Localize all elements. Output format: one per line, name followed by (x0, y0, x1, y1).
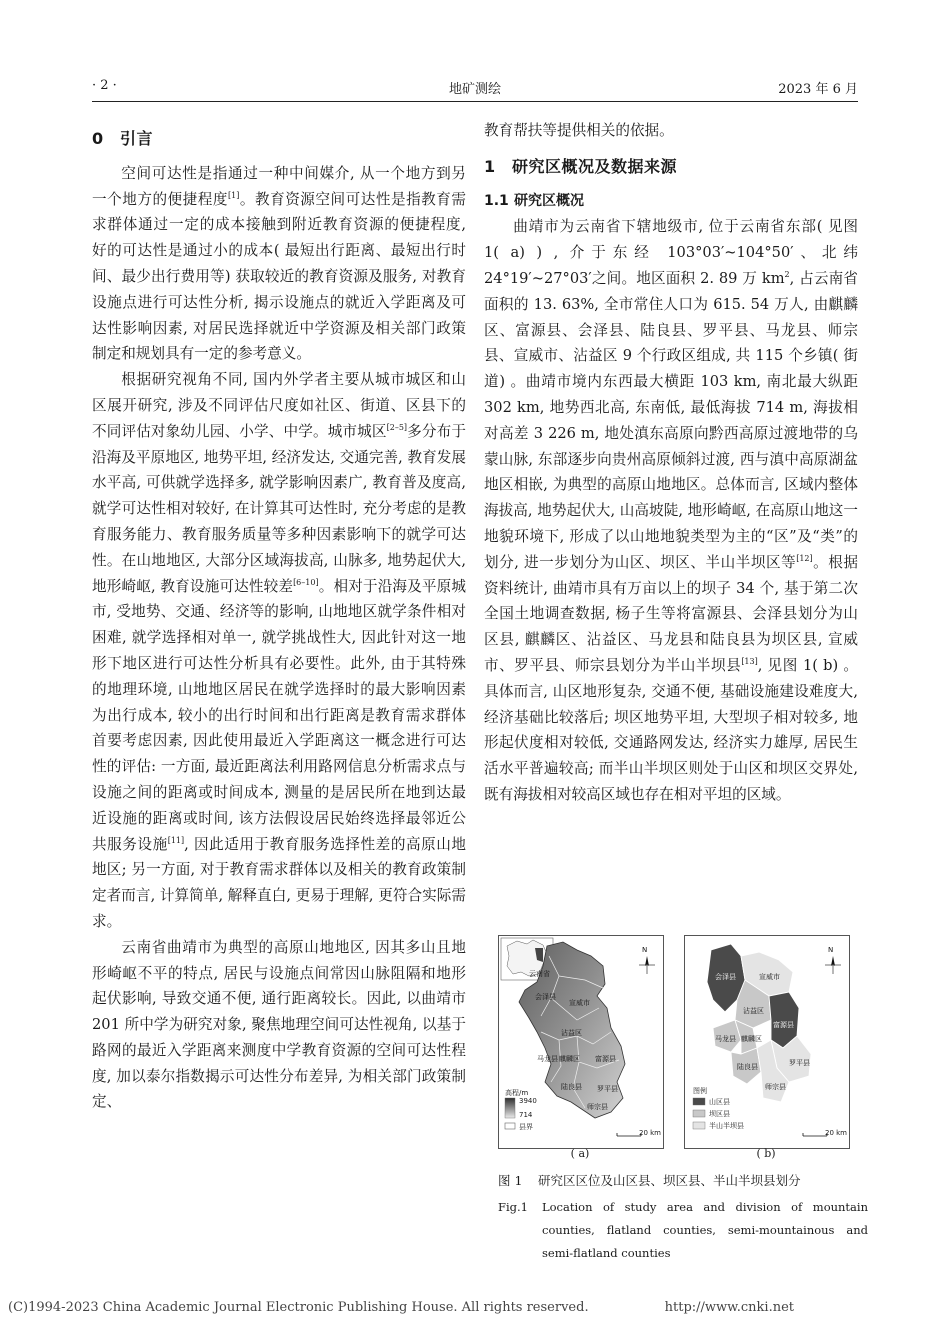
text-run: 空间可达性是指通过一种中间媒介, 从一个地方到另一个地方的便捷程度 (92, 164, 466, 208)
county-label: 沾益区 (743, 1007, 764, 1015)
map-panel-b (684, 935, 850, 1149)
county-label: 陆良县 (561, 1083, 582, 1091)
text-run: , 见图 1( b) 。具体而言, 山区地形复杂, 交通不便, 基础设施建设难度大, 经济基础比较落后; 坝区地势平坦, 大型坝子相对较多, 地形起伏度相对较低, 交通路网发达, 经济实力雄厚, 居民生活水平普遍较高; 而半山半坝区则处于山区和坝区交界处, 既有海拔相对较高区域也存在相对平坦的区域。 (484, 656, 858, 803)
text-run: 。根据资料统计, 曲靖市具有万亩以上的坝子 34 个, 基于第二次全国土地调查数据, 杨子生等将富源县、会泽县划分为山区县, 麒麟区、沾益区、马龙县和陆良县为坝区县, 宣威市、罗平县、师宗县划分为半山半坝县 (484, 553, 858, 674)
legend-title: 高程/m (505, 1089, 529, 1097)
legend-item: 半山半坝县 (709, 1122, 744, 1130)
study-area-paragraph (484, 214, 858, 807)
scale-label: 20 km (639, 1129, 662, 1137)
county-label: 师宗县 (765, 1083, 786, 1091)
county-label: 宣威市 (569, 999, 590, 1007)
citation[interactable]: [13] (741, 656, 758, 666)
citation[interactable]: [1] (228, 190, 240, 200)
text-run: , 占云南省面积的 13. 63%, 全市常住人口为 615. 54 万人, 由麒麟区、富源县、会泽县、陆良县、罗平县、马龙县、师宗县、宣威市、沾益区 9 个行政区组成, 共 115 个乡镇( 街道) 。曲靖市境内东西最大横距 103 km, 南北最大纵距 302 km, 地势西北高, 东南低, 最低海拔 714 m, 海拔相对高差 3 226 m, 地处滇东高原向黔西高原过渡地带的乌蒙山脉, 东部逐步向贵州高原倾斜过渡, 西与滇中高原湖盆地区相嵌, 为典型的高原山地地区。总体而言, 区域内整体海拔高, 地势起伏大, 山高坡陡, 地形崎岖, 在高原山地这一地貌环境下, 形成了以山地地貌类型为主的“区”及“类”的划分, 进一步划分为山区、坝区、半山半坝区等 (484, 269, 858, 571)
copyright-notice: (C)1994-2023 China Academic Journal Electronic Publishing House. All rights reserved. (8, 1300, 589, 1315)
subsection-1-1-heading (484, 189, 858, 215)
text-run: 曲靖市为云南省下辖地级市, 位于云南省东部( 见图 1( a) ) , 介于东经 103°03′~104°50′、北纬 24°19′~27°03′之间。地区面积 2. 89 万 km (484, 218, 858, 287)
county-regions (707, 944, 811, 1102)
citation[interactable]: [2–5] (386, 422, 408, 432)
text-run: 。教育资源空间可达性是指教育需求群体通过一定的成本接触到附近教育资源的便捷程度, 好的可达性是通过小的成本( 最短出行距离、最短出行时间、最少出行费用等) 获取较近的教育资源及服务, 对教育设施点进行可达性分析, 揭示设施点的就近入学距离及可达性影响因素, 对居民选择就近中学资源及相关部门政策制定和规划具有一定的参考意义。 (92, 190, 466, 363)
intro-paragraph-3-continued: 教育帮扶等提供相关的依据。 (484, 122, 674, 139)
north-arrow (825, 956, 841, 974)
intro-paragraph-3: 云南省曲靖市为典型的高原山地地区, 因其多山且地形崎岖不平的特点, 居民与设施点间常因山脉阻隔和地形起伏影响, 导致交通不便, 通行距离较长。因此, 以曲靖市 201 所中学为研究对象, 聚焦地理空间可达性视角, 以基于路网的最近入学距离来测度中学教育资源的空间可达性程度, 加以泰尔指数揭示可达性分布差异, 为相关部门政策制定、 (92, 938, 466, 1111)
division-legend (693, 1098, 705, 1129)
journal-name: 地矿测绘 (448, 82, 501, 97)
legend-high: 3940 (519, 1097, 537, 1105)
county-label: 富源县 (773, 1021, 794, 1029)
county-label: 会泽县 (715, 973, 736, 981)
county-label: 师宗县 (587, 1103, 608, 1111)
intro-paragraph-1 (92, 161, 466, 367)
map-panel-a (498, 935, 664, 1149)
caption-en-label: Fig.1 (498, 1200, 528, 1214)
cnki-link[interactable]: http://www.cnki.net (664, 1300, 794, 1315)
intro-paragraph-2 (92, 367, 466, 935)
caption-en-text: Location of study area and division of mountain counties, flatland counties, semi-mountainous and semi-flatland counties (542, 1200, 868, 1260)
figure-1 (498, 935, 858, 1161)
section-1-heading (484, 154, 858, 180)
issue-date: 2023 年 6 月 (778, 82, 858, 97)
county-label: 富源县 (595, 1055, 616, 1063)
section-1-number: 1 (484, 156, 496, 176)
north-label: N (642, 946, 648, 954)
caption-zh-label: 图 1 (498, 1173, 523, 1188)
page-number: · 2 · (92, 78, 117, 93)
legend-title: 图例 (693, 1087, 707, 1095)
county-label: 沾益区 (561, 1029, 582, 1037)
header-rule (92, 101, 858, 102)
subsection-title: 研究区概况 (514, 192, 584, 209)
scale-label: 20 km (825, 1129, 848, 1137)
section-0-heading (92, 126, 466, 152)
county-label: 马龙县 (715, 1035, 736, 1043)
legend-border: 县界 (519, 1123, 533, 1131)
subsection-number: 1.1 (484, 192, 509, 209)
section-0-number: 0 (92, 129, 104, 148)
citation[interactable]: [6–10] (293, 577, 319, 587)
scale-bar (617, 1133, 641, 1136)
county-label: 麒麟区 (559, 1055, 580, 1063)
county-label: 罗平县 (597, 1085, 618, 1093)
caption-zh-text: 研究区区位及山区县、坝区县、半山半坝县划分 (538, 1173, 801, 1188)
scale-bar (803, 1133, 827, 1136)
section-0-title: 引言 (120, 129, 154, 148)
panel-b-label: ( b) (756, 1147, 776, 1160)
panel-a-label: ( a) (570, 1147, 590, 1160)
county-label: 陆良县 (737, 1063, 758, 1071)
figure-caption-zh (498, 1171, 858, 1189)
text-run: , 因此适用于教育服务选择性差的高原山地地区; 另一方面, 对于教育需求群体以及相关的教育政策制定者而言, 计算简单, 解释直白, 更易于理解, 更符合实际需求。 (92, 835, 466, 930)
county-label: 会泽县 (535, 993, 556, 1001)
page-header (92, 78, 858, 100)
citation[interactable]: [12] (796, 553, 813, 563)
county-label: 麒麟区 (741, 1035, 762, 1043)
left-column (92, 118, 466, 1115)
legend-item: 山区县 (709, 1098, 730, 1106)
text-run: 根据研究视角不同, 国内外学者主要从城市城区和山区展开研究, 涉及不同评估尺度如社区、街道、区县下的不同评估对象幼儿园、小学、中学。城市城区 (92, 371, 466, 440)
county-label: 罗平县 (789, 1059, 810, 1067)
section-1-title: 研究区概况及数据来源 (512, 156, 678, 176)
county-label: 宣威市 (759, 973, 780, 981)
figure-caption-en (498, 1196, 868, 1265)
citation[interactable]: [11] (167, 835, 185, 845)
legend-low: 714 (519, 1111, 533, 1119)
right-column (484, 118, 858, 808)
text-run: 。相对于沿海及平原城市, 受地势、交通、经济等的影响, 山地地区就学条件相对困难, 就学选择相对单一, 就学挑战性大, 因此针对这一地形下地区进行可达性分析具有必要性。此外, 由于其特殊的地理环境, 山地地区居民在就学选择时的最大影响因素为出行成本, 较小的出行时间和出行距离是教育需求群体首要考虑因素, 因此使用最近入学距离这一概念进行可达性的评估: 一方面, 最近距离法利用路网信息分析需求点与设施之间的距离或时间成本, 测量的是居民所在地到达最近设施的距离或时间, 该方法假设居民始终选择最邻近公共服务设施 (92, 577, 466, 853)
north-arrow (639, 956, 655, 974)
north-label: N (828, 946, 834, 954)
text-run: 多分布于沿海及平原地区, 地势平坦, 经济发达, 交通完善, 教育发展水平高, 可供就学选择多, 就学影响因素广, 教育普及度高, 就学可达性相对较好, 在计算其可达性时, 充分考虑的是教育服务能力、教育服务质量等多种因素影响下的就学可达性。在山地地区, 大部分区域海拔高, 山脉多, 地势起伏大, 地形崎岖, 教育设施可达性较差 (92, 422, 466, 595)
inset-label: 云南省 (529, 970, 550, 978)
county-label: 马龙县 (537, 1055, 558, 1063)
elevation-legend (505, 1098, 515, 1129)
superscript: 2 (784, 269, 790, 279)
legend-item: 坝区县 (709, 1110, 730, 1118)
